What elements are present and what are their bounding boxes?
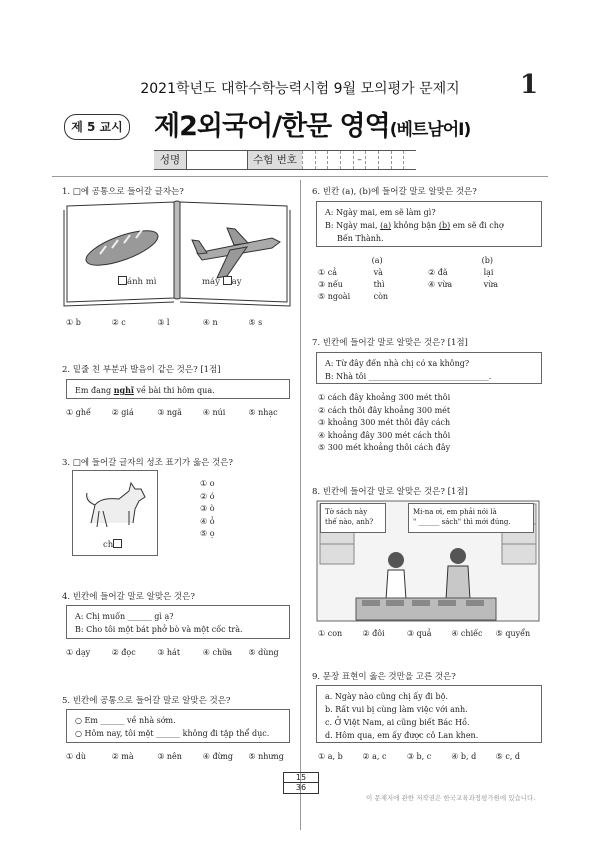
option[interactable]: ⑤ c, d <box>495 752 521 761</box>
q1-title: 1. □에 공통으로 들어갈 글자는? <box>62 187 184 197</box>
dog-icon <box>73 471 157 541</box>
q9-item: c. Ở Việt Nam, ai cũng biết Bác Hồ. <box>325 718 470 727</box>
q1-caption-left: ánh mì <box>118 276 157 287</box>
page-counter: 15 36 <box>283 772 319 794</box>
option[interactable]: ④ khoảng đây 300 mét cách thôi <box>318 430 451 440</box>
option[interactable]: ⑤ quyển <box>495 629 531 638</box>
name-field[interactable] <box>186 151 248 169</box>
subject-title <box>154 104 470 143</box>
q9-title: 9. 문장 표현이 옳은 것만을 고른 것은? <box>312 672 456 682</box>
q6-line-a: A: Ngày mai, em sẽ làm gì? <box>325 208 436 217</box>
q7-line-b: B: Nhà tôi ______________________________. <box>325 372 492 381</box>
q4-dialog-box <box>66 605 290 639</box>
option[interactable]: ③ nếu <box>318 280 343 289</box>
option[interactable]: ⑤ nhạc <box>248 408 278 417</box>
name-number-box <box>154 150 416 170</box>
option[interactable]: ① cách đây khoảng 300 mét thôi <box>318 393 451 402</box>
option[interactable]: ② mà <box>111 752 134 761</box>
option[interactable]: ⑤ 300 mét khoảng thôi cách đây <box>318 443 451 452</box>
exam-number-cells[interactable] <box>302 151 416 169</box>
q2-sentence-box: Em đang nghĩ về bài thi hôm qua. <box>66 379 290 399</box>
q2-title: 2. 밑줄 친 부분과 발음이 같은 것은? [1점] <box>62 365 221 375</box>
q9-item: d. Hôm qua, em ấy được cô Lan khen. <box>325 731 479 740</box>
speech-bubble-right: Mi-na ơi, em phải nói là " ______ sách" thì mới đúng. <box>408 503 534 533</box>
option[interactable]: ② ó <box>200 491 215 501</box>
option[interactable]: ③ hát <box>157 648 181 657</box>
option[interactable]: ④ b, d <box>451 752 477 761</box>
exam-number-label: 수험 번호 <box>248 151 302 169</box>
option[interactable]: ① ghế <box>66 408 91 417</box>
exam-number-dash: – <box>353 151 366 169</box>
option[interactable]: ② đôi <box>362 629 385 638</box>
q4-line-a: A: Chị muốn ______ gì ạ? <box>75 612 174 621</box>
q6-line-b-cont: Bến Thành. <box>337 234 384 243</box>
blank-square-icon <box>113 539 122 548</box>
option[interactable]: ④ chữa <box>202 648 233 657</box>
q8-options <box>318 629 540 638</box>
option[interactable]: ② giá <box>111 408 134 417</box>
q2-underlined-word: nghĩ <box>113 385 134 395</box>
q9-options <box>318 752 540 761</box>
option[interactable]: ④ ỏ <box>200 516 215 526</box>
exam-title: 2021학년도 대학수학능력시험 9월 모의평가 문제지 <box>140 81 460 97</box>
q7-title: 7. 빈칸에 들어갈 말로 알맞은 것은? [1점] <box>312 338 468 348</box>
header-rule <box>52 176 548 177</box>
option[interactable]: ④ núi <box>202 408 226 417</box>
q5-sentence-box <box>66 709 290 743</box>
option[interactable]: ③ ò <box>200 504 215 513</box>
option[interactable]: ③ l <box>157 318 170 327</box>
option[interactable]: ④ n <box>202 318 218 327</box>
page-number: 1 <box>520 70 539 100</box>
option[interactable]: ⑤ ngoài <box>318 292 351 301</box>
option[interactable]: ③ ngã <box>157 408 182 417</box>
subject-main: 제2외국어/한문 영역 <box>154 111 390 142</box>
option[interactable]: ⑤ s <box>248 318 263 327</box>
q4-line-b: B: Cho tôi một bát phở bò và một cốc trà. <box>75 625 243 634</box>
q7-options <box>318 392 450 455</box>
option[interactable]: ③ nên <box>157 752 182 761</box>
q3-title: 3. □에 들어갈 글자의 성조 표기가 옳은 것은? <box>62 458 233 468</box>
q9-items-box <box>316 685 542 743</box>
q5-options <box>66 752 294 761</box>
q4-title: 4. 빈칸에 들어갈 말로 알맞은 것은? <box>62 592 195 602</box>
option[interactable]: ④ đừng <box>202 752 234 761</box>
option[interactable]: ③ quả <box>406 629 432 638</box>
subject-sub: (베트남어Ⅰ) <box>389 120 471 140</box>
q6-title: 6. 빈칸 (a), (b)에 들어갈 말로 알맞은 것은? <box>312 187 477 197</box>
q6-dialog-box <box>316 201 542 247</box>
q5-line-b: ○ Hôm nay, tôi mệt ______ không đi tập thể dục. <box>75 729 270 738</box>
q3-image-box <box>72 470 158 556</box>
copyright-note: 이 문제지에 관한 저작권은 한국교육과정평가원에 있습니다. <box>366 794 536 802</box>
option[interactable]: ① con <box>318 629 343 638</box>
open-book-illustration <box>62 198 292 310</box>
blank-square-icon <box>118 276 127 285</box>
option[interactable]: ② cách thôi đây khoảng 300 mét <box>318 405 451 415</box>
option[interactable]: ③ khoảng 300 mét thôi đây cách <box>318 418 451 427</box>
option[interactable]: ① dù <box>66 752 86 761</box>
option[interactable]: ② a, c <box>362 752 387 761</box>
option[interactable]: ③ b, c <box>406 752 432 761</box>
q7-dialog-box <box>316 352 542 384</box>
q5-title: 5. 빈칸에 공통으로 들어갈 말로 알맞은 것은? <box>62 696 231 706</box>
option[interactable]: ① cả <box>318 268 337 277</box>
option[interactable]: ② đọc <box>111 648 136 657</box>
option[interactable]: ② c <box>111 318 126 327</box>
q1-caption-right: máy ay <box>202 277 242 287</box>
q9-item: b. Rất vui bị cùng làm việc với anh. <box>325 705 468 714</box>
option[interactable]: ② đã <box>427 268 448 277</box>
option[interactable]: ① a, b <box>318 752 343 761</box>
speech-bubble-left: Tờ sách này thế nào, anh? <box>320 503 386 533</box>
q5-line-a: ○ Em ______ về nhà sớm. <box>75 716 176 725</box>
q9-item: a. Ngày nào cũng chị ấy đi bộ. <box>325 692 448 701</box>
option[interactable]: ④ chiếc <box>451 629 483 638</box>
q4-options <box>66 648 294 657</box>
option[interactable]: ⑤ nhưng <box>248 752 284 761</box>
option[interactable]: ① dạy <box>66 648 91 657</box>
q3-options <box>200 478 215 541</box>
q3-caption: ch <box>103 539 122 550</box>
name-label: 성명 <box>154 151 186 169</box>
period-badge: 제 5 교시 <box>64 114 130 140</box>
q6-options: (a) (b) ① cả và ② đã lại ③ nếu thì ④ vừa vừa ⑤ ngoài còn <box>318 256 499 301</box>
option[interactable]: ① b <box>66 318 81 327</box>
q1-options <box>66 318 294 327</box>
option[interactable]: ⑤ ọ <box>200 529 215 538</box>
option[interactable]: ① o <box>200 479 215 488</box>
option[interactable]: ④ vừa <box>427 280 453 289</box>
column-divider <box>300 180 301 830</box>
q2-options <box>66 408 294 417</box>
q8-title: 8. 빈칸에 들어갈 말로 알맞은 것은? [1점] <box>312 487 468 497</box>
q6-line-b: B: Ngày mai, (a) không bận (b) em sẽ đi chợ <box>325 221 504 230</box>
blank-square-icon <box>223 276 232 285</box>
option[interactable]: ⑤ dùng <box>248 648 279 657</box>
q7-line-a: A: Từ đây đến nhà chị có xa không? <box>325 359 470 368</box>
